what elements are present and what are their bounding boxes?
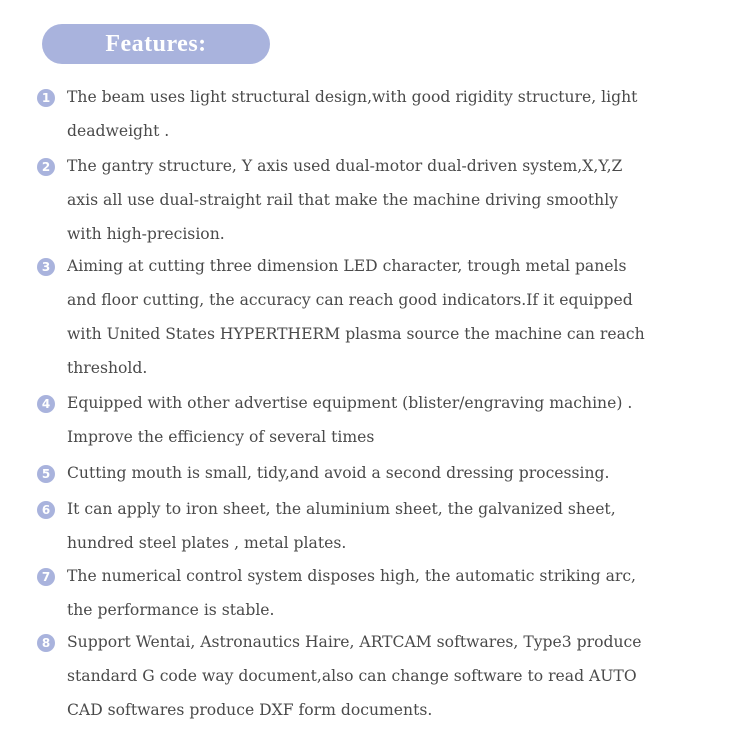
number-3-icon: 3 bbox=[37, 258, 55, 276]
features-header-pill bbox=[42, 24, 270, 64]
feature-text-2: The gantry structure, Y axis used dual-motor dual-driven system,X,Y,Z axis all use dual-straight rail that make the machine driving smoothly with high-precision. bbox=[67, 157, 623, 243]
feature-text-8: Support Wentai, Astronautics Haire, ARTCAM softwares, Type3 produce standard G code way document,also can change software to read AUTO CAD softwares produce DXF form documents. bbox=[67, 633, 642, 719]
number-5-icon: 5 bbox=[37, 465, 55, 483]
number-7-icon: 7 bbox=[37, 568, 55, 586]
number-2-icon: 2 bbox=[37, 158, 55, 176]
number-1-icon: 1 bbox=[37, 89, 55, 107]
feature-text-3: Aiming at cutting three dimension LED character, trough metal panels and floor cutting, the accuracy can reach good indicators.If it equipped with United States HYPERTHERM plasma source the machine can reach threshold. bbox=[67, 257, 645, 377]
feature-text-5: Cutting mouth is small, tidy,and avoid a second dressing processing. bbox=[67, 464, 610, 482]
features-title: Features: bbox=[105, 30, 207, 57]
number-4-icon: 4 bbox=[37, 395, 55, 413]
feature-text-1: The beam uses light structural design,with good rigidity structure, light deadweight . bbox=[67, 88, 638, 140]
feature-text-6: It can apply to iron sheet, the aluminium sheet, the galvanized sheet, hundred steel plates , metal plates. bbox=[67, 500, 616, 552]
feature-text-4: Equipped with other advertise equipment (blister/engraving machine) . Improve the efficiency of several times bbox=[67, 394, 633, 446]
number-6-icon: 6 bbox=[37, 501, 55, 519]
feature-text-7: The numerical control system disposes high, the automatic striking arc, the performance is stable. bbox=[67, 567, 637, 619]
number-8-icon: 8 bbox=[37, 634, 55, 652]
